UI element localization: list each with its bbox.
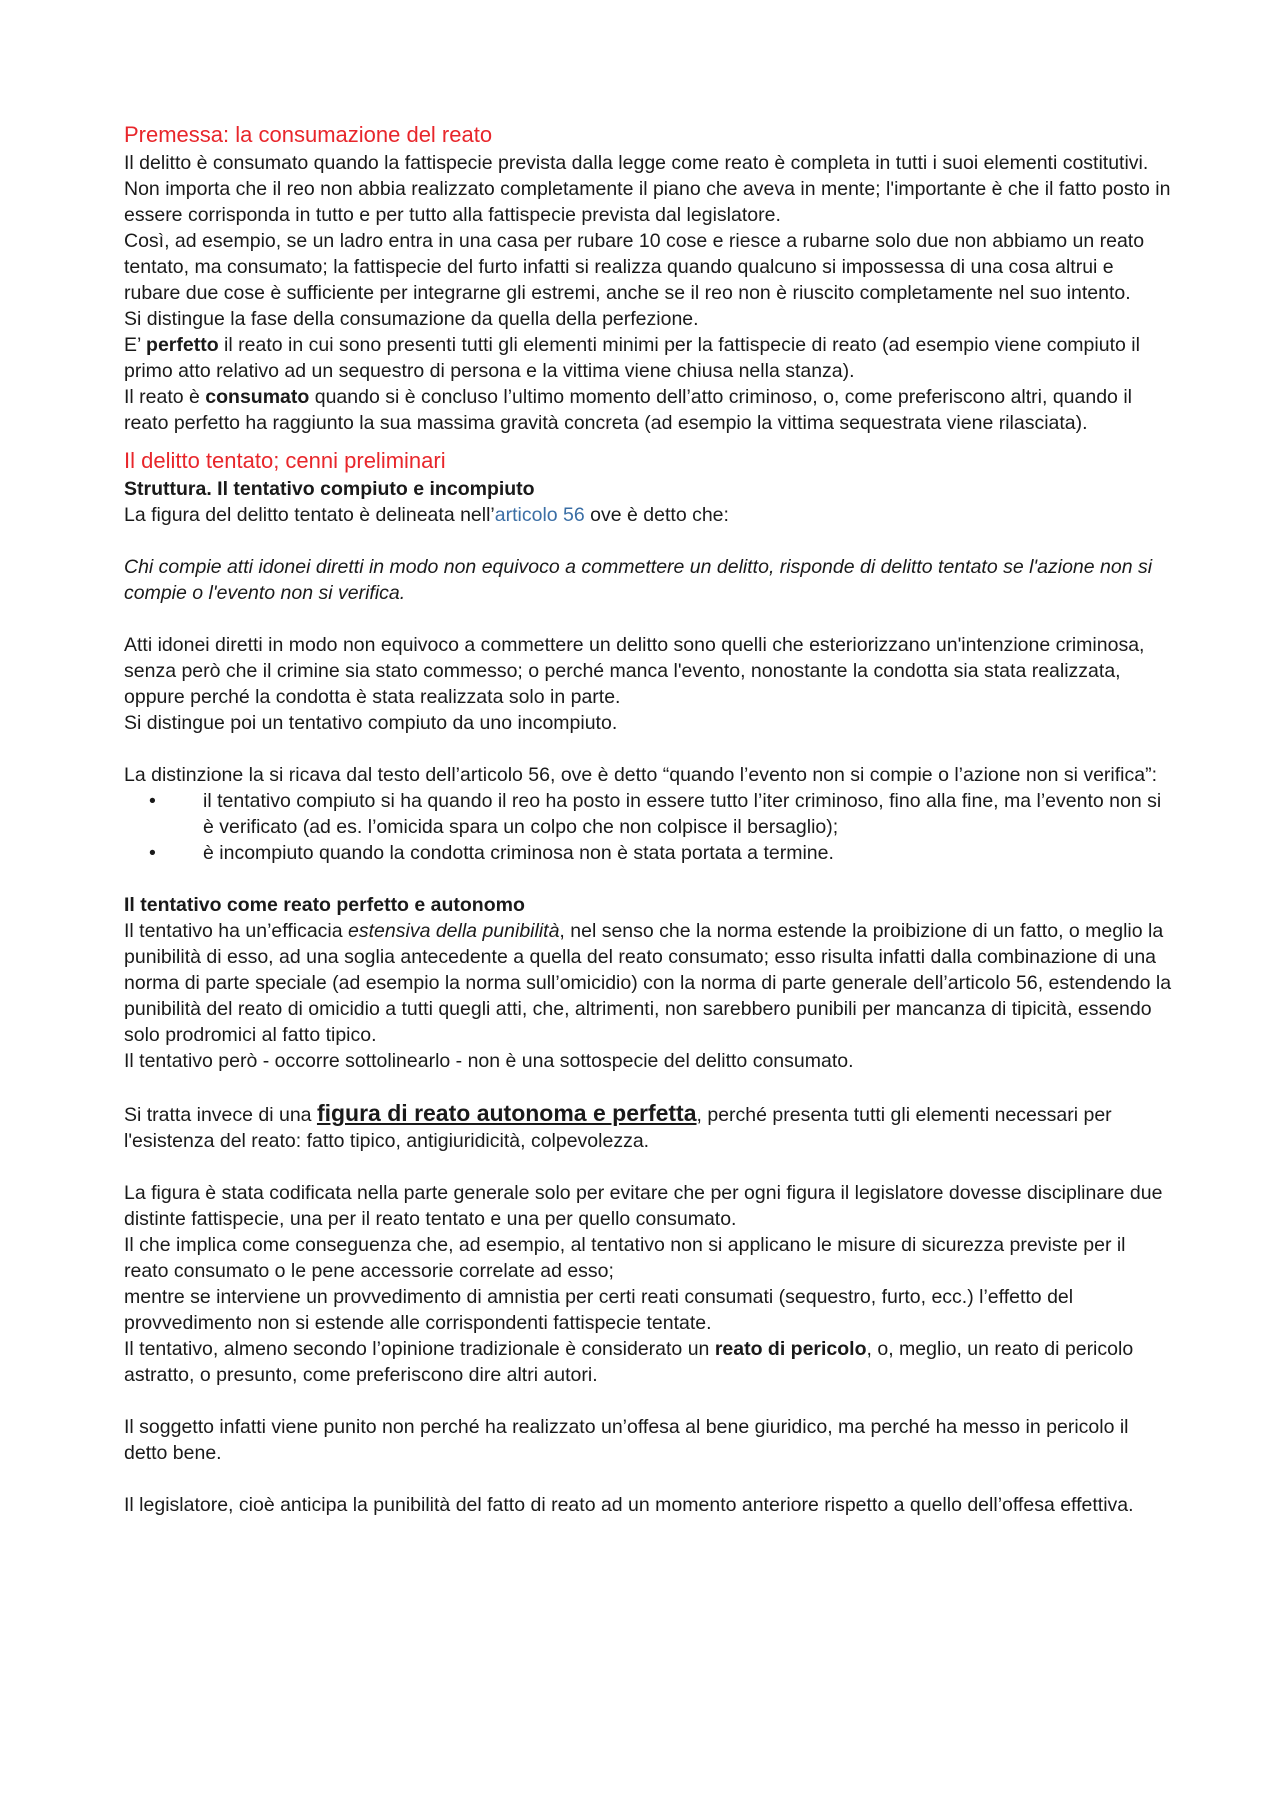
paragraph-figura-autonoma: [124, 1100, 1172, 1154]
paragraph: Il delitto è consumato quando la fattispecie prevista dalla legge come reato è completa in tutti i suoi elementi costitutivi.: [124, 152, 1149, 174]
paragraph: La figura è stata codificata nella parte generale solo per evitare che per ogni figura il legislatore dovesse disciplinare due distinte fattispecie, una per il reato tentato e una per quello consumato.: [124, 1182, 1163, 1230]
article-link[interactable]: articolo 56: [494, 504, 585, 526]
paragraph: Si distingue la fase della consumazione da quella della perfezione.: [124, 308, 699, 330]
paragraph: Atti idonei diretti in modo non equivoco a commettere un delitto sono quelli che esteriorizzano un'intenzione criminosa, senza però che il crimine sia stato commesso; o perché manca l'evento, nonostante la condotta sia stata realizzata, oppure perché la condotta è stata realizzata solo in parte.: [124, 634, 1145, 708]
bold-term-reato-pericolo: reato di pericolo: [714, 1338, 867, 1360]
quote-article-56: [124, 554, 1172, 606]
document-page: [124, 120, 1172, 1518]
text: Il tentativo ha un’efficacia: [124, 920, 349, 942]
paragraph-consumato: [124, 384, 1172, 436]
paragraph: Il tentativo però - occorre sottolinearlo - non è una sottospecie del delitto consumato.: [124, 1050, 854, 1072]
italic-term: estensiva della punibilità: [348, 920, 560, 942]
list-item-text: il tentativo compiuto si ha quando il reo ha posto in essere tutto l’iter criminoso, fino alla fine, ma l’evento non si è verificato (ad es. l’omicida spara un colpo che non colpisce il bersaglio);: [203, 790, 1162, 838]
paragraph: La distinzione la si ricava dal testo dell’articolo 56, ove è detto “quando l’evento non si compie o l’azione non si verifica”:: [124, 764, 1158, 786]
list-item: [124, 840, 1172, 866]
bullet-icon: •: [149, 842, 156, 864]
text: il reato in cui sono presenti tutti gli elementi minimi per la fattispecie di reato (ad esempio viene compiuto il primo atto relativo ad un sequestro di persona e la vittima viene chiusa nella stanza).: [124, 334, 1140, 382]
paragraph-perfetto: [124, 332, 1172, 384]
bold-term-perfetto: perfetto: [146, 334, 219, 356]
text: La figura del delitto tentato è delineata nell’: [124, 504, 495, 526]
text: E’: [124, 334, 147, 356]
paragraph: Il soggetto infatti viene punito non perché ha realizzato un’offesa al bene giuridico, ma perché ha messo in pericolo il detto bene.: [124, 1416, 1129, 1464]
paragraph: Non importa che il reo non abbia realizzato completamente il piano che aveva in mente; l'importante è che il fatto posto in essere corrisponda in tutto e per tutto alla fattispecie prevista dal legislatore.: [124, 178, 1171, 226]
text: , perché presenta tutti gli elementi necessari per l'esistenza del reato: fatto tipico, antigiuridicità, colpevolezza.: [124, 1104, 1112, 1152]
section-heading-consumazione: Premessa: la consumazione del reato: [124, 122, 493, 147]
paragraph: Così, ad esempio, se un ladro entra in una casa per rubare 10 cose e riesce a rubarne solo due non abbiamo un reato tentato, ma consumato; la fattispecie del furto infatti si realizza quando qualcuno si impossessa di una cosa altrui e rubare due cose è sufficiente per integrarne gli estremi, anche se il reo non è riuscito completamente nel suo intento.: [124, 230, 1145, 304]
subheading-reato-perfetto: Il tentativo come reato perfetto e autonomo: [124, 894, 525, 916]
quote-text: Chi compie atti idonei diretti in modo non equivoco a commettere un delitto, risponde di delitto tentato se l'azione non si compie o l'evento non si verifica.: [124, 556, 1153, 604]
paragraph: mentre se interviene un provvedimento di amnistia per certi reati consumati (sequestro, furto, ecc.) l’effetto del provvedimento non si estende alle corrispondenti fattispecie tentate.: [124, 1286, 1074, 1334]
list-item: [124, 788, 1172, 840]
paragraph: Il che implica come conseguenza che, ad esempio, al tentativo non si applicano le misure di sicurezza previste per il reato consumato o le pene accessorie correlate ad esso;: [124, 1234, 1126, 1282]
paragraph-reato-pericolo: [124, 1336, 1172, 1388]
text: Si tratta invece di una: [124, 1104, 317, 1126]
bullet-icon: •: [149, 790, 156, 812]
paragraph: Si distingue poi un tentativo compiuto da uno incompiuto.: [124, 712, 618, 734]
text: , o, meglio, un reato di pericolo astratto, o presunto, come preferiscono dire altri autori.: [124, 1338, 1134, 1386]
emphasized-term: figura di reato autonoma e perfetta: [316, 1100, 697, 1126]
bold-term-consumato: consumato: [205, 386, 310, 408]
list-item-text: è incompiuto quando la condotta criminosa non è stata portata a termine.: [203, 842, 834, 864]
text: Il tentativo, almeno secondo l’opinione tradizionale è considerato un: [124, 1338, 715, 1360]
text: Il reato è: [124, 386, 206, 408]
paragraph-efficacia: [124, 918, 1172, 1048]
subheading-struttura: Struttura. Il tentativo compiuto e incompiuto: [124, 478, 535, 500]
text: , nel senso che la norma estende la proibizione di un fatto, o meglio la punibilità di esso, ad una soglia antecedente a quella del reato consumato; esso risulta infatti dalla combinazione di una norma di parte speciale (ad esempio la norma sull’omicidio) con la norma di parte generale dell’articolo 56, estendendo la punibilità del reato di omicidio a tutti quegli atti, che, altrimenti, non sarebbero punibili per mancanza di tipicità, essendo solo prodromici al fatto tipico.: [124, 920, 1172, 1046]
paragraph-intro: [124, 502, 1172, 528]
paragraph: Il legislatore, cioè anticipa la punibilità del fatto di reato ad un momento anteriore rispetto a quello dell’offesa effettiva.: [124, 1494, 1134, 1516]
text: quando si è concluso l’ultimo momento dell’atto criminoso, o, come preferiscono altri, quando il reato perfetto ha raggiunto la sua massima gravità concreta (ad esempio la vittima sequestrata viene rilasciata).: [124, 386, 1132, 434]
bullet-list: [124, 788, 1172, 866]
text: ove è detto che:: [584, 504, 729, 526]
section-heading-delitto-tentato: Il delitto tentato; cenni preliminari: [124, 448, 446, 473]
